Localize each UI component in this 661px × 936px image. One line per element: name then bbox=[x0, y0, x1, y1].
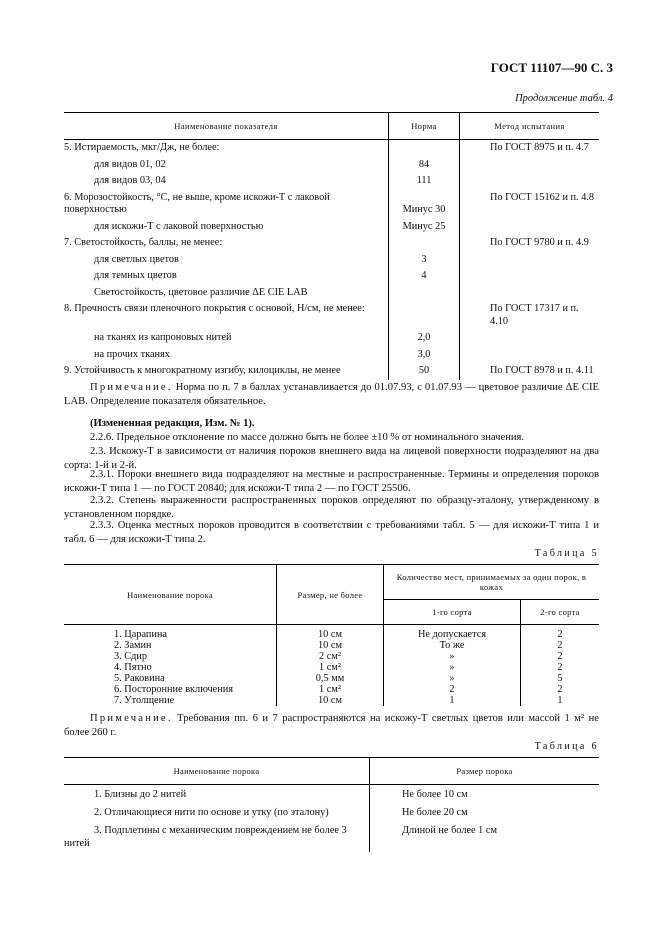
defect-name: 5. Раковина bbox=[114, 673, 165, 684]
defect-size: 10 см bbox=[277, 625, 384, 641]
table-row bbox=[64, 785, 599, 804]
norm-value: Минус 30 bbox=[389, 190, 460, 219]
paragraph-2-3-2: 2.3.2. Степень выраженности распространенных пороков определяют по образцу-эталону, утвержденному в установленном порядке. bbox=[64, 495, 599, 520]
grade2-count: 2 bbox=[557, 651, 563, 662]
table-row bbox=[64, 651, 599, 662]
defect-name: 3. Сдир bbox=[114, 651, 148, 662]
grade1-count: » bbox=[384, 651, 521, 662]
grade1-count: То же bbox=[384, 640, 521, 651]
defect-size: 10 см bbox=[277, 640, 384, 651]
grade1-count: Не допускается bbox=[384, 625, 521, 641]
table-row bbox=[64, 252, 599, 269]
norm-value: 3,0 bbox=[389, 347, 460, 364]
table-row bbox=[64, 173, 599, 190]
table5-header-grade1: 1-го сорта bbox=[384, 600, 521, 625]
test-method bbox=[460, 219, 600, 236]
defect-name: 3. Подплетины с механическим повреждением не более 3 нитей bbox=[64, 821, 370, 852]
defect-name: 2. Замин bbox=[114, 640, 152, 651]
indicator-name: 8. Прочность связи пленочного покрытия с основой, Н/см, не менее: bbox=[64, 303, 365, 314]
grade2-count: 5 bbox=[557, 673, 563, 684]
defect-name: 7. Утолщение bbox=[114, 695, 175, 706]
table-row bbox=[64, 625, 599, 641]
paragraph-2-3: 2.3. Искожу-Т в зависимости от наличия пороков внешнего вида на лицевой поверхности подразделяют на два сорта: 1-й и 2-й. bbox=[64, 446, 599, 471]
test-method bbox=[460, 285, 600, 302]
table-row bbox=[64, 662, 599, 673]
table-row bbox=[64, 268, 599, 285]
test-method: По ГОСТ 9780 и п. 4.9 bbox=[490, 237, 589, 248]
table-6-label: Таблица 6 bbox=[534, 741, 599, 752]
table-row bbox=[64, 684, 599, 695]
note-1-label: Примечание. bbox=[90, 382, 173, 393]
test-method bbox=[460, 347, 600, 364]
table-row bbox=[64, 363, 599, 380]
paragraph-2-2-6: 2.2.6. Предельное отклонение по массе должно быть не более ±10 % от номинального значения. bbox=[90, 432, 525, 443]
table4-header-method: Метод испытания bbox=[460, 113, 600, 140]
test-method bbox=[460, 173, 600, 190]
page-header: ГОСТ 11107—90 С. 3 bbox=[490, 60, 613, 75]
note-2 bbox=[64, 712, 599, 739]
table-5-label: Таблица 5 bbox=[534, 548, 599, 559]
indicator-name: для искожи-Т с лаковой поверхностью bbox=[94, 220, 264, 232]
grade2-count: 2 bbox=[557, 640, 563, 651]
grade2-count: 2 bbox=[557, 629, 563, 640]
table6-header-size: Размер порока bbox=[370, 758, 600, 785]
indicator-name: 9. Устойчивость к многократному изгибу, килоциклы, не менее bbox=[64, 365, 341, 376]
indicator-name: на тканях из капроновых нитей bbox=[94, 332, 232, 343]
table6-header-defect: Наименование порока bbox=[64, 758, 370, 785]
grade2-count: 1 bbox=[557, 695, 563, 706]
norm-value: 50 bbox=[389, 363, 460, 380]
test-method bbox=[460, 157, 600, 174]
norm-value: 4 bbox=[389, 268, 460, 285]
indicator-name: 7. Светостойкость, баллы, не менее: bbox=[64, 237, 223, 248]
grade1-count: 1 bbox=[384, 695, 521, 706]
norm-value: Минус 25 bbox=[389, 219, 460, 236]
defect-size: 0,5 мм bbox=[277, 673, 384, 684]
defect-size: 1 см² bbox=[277, 662, 384, 673]
table-row bbox=[64, 695, 599, 706]
indicator-name: для видов 03, 04 bbox=[94, 175, 166, 186]
table-row bbox=[64, 285, 599, 302]
grade1-count: 2 bbox=[384, 684, 521, 695]
table4-header-name: Наименование показателя bbox=[64, 113, 389, 140]
defect-size: Длиной не более 1 см bbox=[402, 825, 497, 836]
table-5 bbox=[64, 564, 599, 706]
note-1-text: Норма по п. 7 в баллах устанавливается до 01.07.93, с 01.07.93 — цветовое различие ΔE CIE LAB. Определение показателя обязательное. bbox=[64, 382, 599, 407]
test-method bbox=[460, 330, 600, 347]
table5-header-count: Количество мест, принимаемых за один порок, в кожах bbox=[384, 565, 600, 600]
table-row bbox=[64, 219, 599, 236]
table-row bbox=[64, 330, 599, 347]
norm-value bbox=[389, 235, 460, 252]
table-row bbox=[64, 347, 599, 364]
table-row bbox=[64, 190, 599, 219]
norm-value bbox=[389, 301, 460, 330]
table-row bbox=[64, 821, 599, 852]
table-row bbox=[64, 235, 599, 252]
grade1-count: » bbox=[384, 673, 521, 684]
defect-size: 10 см bbox=[277, 695, 384, 706]
defect-size: 2 см² bbox=[277, 651, 384, 662]
test-method: По ГОСТ 15162 и п. 4.8 bbox=[490, 191, 595, 203]
defect-name: 1. Царапина bbox=[114, 629, 167, 640]
indicator-name: для темных цветов bbox=[94, 270, 177, 281]
test-method bbox=[460, 268, 600, 285]
grade1-count: » bbox=[384, 662, 521, 673]
test-method: По ГОСТ 8975 и п. 4.7 bbox=[490, 142, 589, 153]
norm-value: 3 bbox=[389, 252, 460, 269]
note-1 bbox=[64, 381, 599, 408]
indicator-name: Светостойкость, цветовое различие ΔE CIE LAB bbox=[94, 286, 308, 298]
indicator-name: для видов 01, 02 bbox=[94, 158, 166, 170]
defect-size: Не более 10 см bbox=[402, 789, 468, 800]
grade2-count: 2 bbox=[557, 662, 563, 673]
table-row bbox=[64, 157, 599, 174]
indicator-name: 5. Истираемость, мкг/Дж, не более: bbox=[64, 142, 220, 153]
table5-header-defect: Наименование порока bbox=[64, 565, 277, 625]
table4-header-norm: Норма bbox=[389, 113, 460, 140]
table5-header-grade2: 2-го сорта bbox=[521, 600, 599, 625]
paragraph-2-3-3: 2.3.3. Оценка местных пороков проводится в соответствии с требованиями табл. 5 — для искожи-Т типа 1 и табл. 6 — для искожи-Т типа 2. bbox=[64, 520, 599, 545]
table-6 bbox=[64, 757, 599, 852]
defect-name: 1. Близны до 2 нитей bbox=[64, 785, 370, 804]
defect-size: 1 см² bbox=[277, 684, 384, 695]
indicator-name: для светлых цветов bbox=[94, 253, 179, 265]
test-method: По ГОСТ 17317 и п. 4.10 bbox=[490, 303, 579, 327]
grade2-count: 2 bbox=[557, 684, 563, 695]
defect-name: 4. Пятно bbox=[114, 662, 152, 673]
table-row bbox=[64, 140, 599, 157]
paragraph-2-3-1: 2.3.1. Пороки внешнего вида подразделяют на местные и распространенные. Термины и определения пороков искожи-Т типа 1 — по ГОСТ 20840; для искожи-Т типа 2 — по ГОСТ 25506. bbox=[64, 469, 599, 494]
indicator-name: на прочих тканях bbox=[94, 348, 170, 360]
defect-name: 6. Посторонние включения bbox=[114, 684, 234, 695]
norm-value bbox=[389, 285, 460, 302]
table-row bbox=[64, 803, 599, 821]
test-method bbox=[460, 252, 600, 269]
table-continuation-label: Продолжение табл. 4 bbox=[515, 93, 613, 104]
note-2-text: Требования пп. 6 и 7 распространяются на искожу-Т светлых цветов или массой 1 м² не более 260 г. bbox=[64, 713, 599, 738]
table-row bbox=[64, 673, 599, 684]
indicator-name: 6. Морозостойкость, °С, не выше, кроме искожи-Т с лаковой поверхностью bbox=[64, 191, 330, 215]
defect-size: Не более 20 см bbox=[402, 807, 468, 818]
table-row bbox=[64, 640, 599, 651]
norm-value: 84 bbox=[389, 157, 460, 174]
table-row bbox=[64, 301, 599, 330]
table-4 bbox=[64, 112, 599, 380]
table5-header-size: Размер, не более bbox=[277, 565, 384, 625]
note-2-label: Примечание. bbox=[90, 713, 173, 724]
amendment-note: (Измененная редакция, Изм. № 1). bbox=[90, 418, 255, 429]
test-method: По ГОСТ 8978 и п. 4.11 bbox=[490, 365, 594, 376]
norm-value bbox=[389, 140, 460, 157]
norm-value: 111 bbox=[389, 173, 460, 190]
defect-name: 2. Отличающиеся нити по основе и утку (по эталону) bbox=[64, 803, 370, 821]
norm-value: 2,0 bbox=[389, 330, 460, 347]
